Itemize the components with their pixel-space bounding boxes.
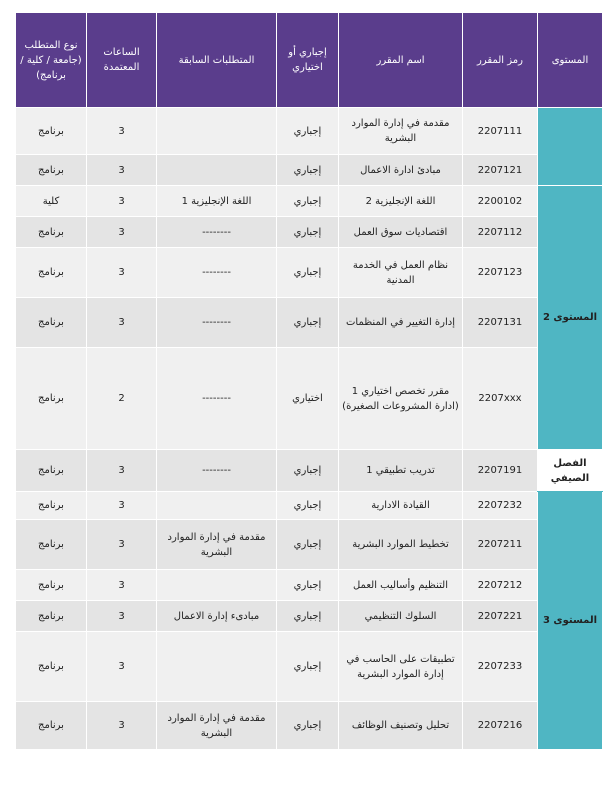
course-code: 2207131: [463, 298, 538, 348]
course-code: 2207121: [463, 155, 538, 186]
col-name-header: اسم المقرر: [339, 13, 463, 108]
course-prereq: مقدمة في إدارة الموارد البشرية: [157, 520, 277, 570]
course-prereq: [157, 108, 277, 155]
course-name: مبادئ ادارة الاعمال: [339, 155, 463, 186]
level-3-cell: المستوى 3: [538, 492, 603, 750]
study-plan-table: [15, 12, 603, 750]
col-kind-header: نوع المتطلب (جامعة / كلية / برنامج): [16, 13, 87, 108]
table-row: [16, 702, 603, 750]
course-name: التنظيم وأساليب العمل: [339, 570, 463, 601]
course-name: نظام العمل في الخدمة المدنية: [339, 248, 463, 298]
level-2-cell: المستوى 2: [538, 186, 603, 450]
course-code: 2207123: [463, 248, 538, 298]
table-row: [16, 298, 603, 348]
course-prereq: [157, 155, 277, 186]
header-row: [16, 13, 603, 108]
course-hours: 3: [87, 186, 157, 217]
course-kind: برنامج: [16, 601, 87, 632]
course-kind: برنامج: [16, 570, 87, 601]
table-row: [16, 155, 603, 186]
course-prereq: --------: [157, 450, 277, 492]
table-row: [16, 601, 603, 632]
course-hours: 3: [87, 492, 157, 520]
course-name: السلوك التنظيمي: [339, 601, 463, 632]
course-hours: 3: [87, 248, 157, 298]
course-code: 2207111: [463, 108, 538, 155]
course-type: إجباري: [277, 702, 339, 750]
course-type: إجباري: [277, 298, 339, 348]
course-type: إجباري: [277, 492, 339, 520]
col-type-header: إجباري أو اختياري: [277, 13, 339, 108]
course-kind: برنامج: [16, 155, 87, 186]
col-hours-header: الساعات المعتمدة: [87, 13, 157, 108]
table-row: [16, 450, 603, 492]
course-kind: برنامج: [16, 520, 87, 570]
course-hours: 2: [87, 348, 157, 450]
course-type: إجباري: [277, 155, 339, 186]
course-name: تحليل وتصنيف الوظائف: [339, 702, 463, 750]
table-row: [16, 348, 603, 450]
table-row: [16, 520, 603, 570]
course-kind: برنامج: [16, 632, 87, 702]
course-hours: 3: [87, 520, 157, 570]
course-prereq: --------: [157, 217, 277, 248]
course-kind: كلية: [16, 186, 87, 217]
course-hours: 3: [87, 601, 157, 632]
course-code: 2207112: [463, 217, 538, 248]
course-kind: برنامج: [16, 108, 87, 155]
course-kind: برنامج: [16, 492, 87, 520]
course-prereq: --------: [157, 298, 277, 348]
course-type: إجباري: [277, 108, 339, 155]
col-prereq-header: المتطلبات السابقة: [157, 13, 277, 108]
course-prereq: [157, 632, 277, 702]
level-1-cell: [538, 108, 603, 186]
course-hours: 3: [87, 217, 157, 248]
course-hours: 3: [87, 570, 157, 601]
course-name: مقرر تخصص اختياري 1 (ادارة المشروعات الصغيرة): [339, 348, 463, 450]
table-row: [16, 248, 603, 298]
course-name: إدارة التغيير في المنظمات: [339, 298, 463, 348]
course-prereq: [157, 570, 277, 601]
course-name: اقتصاديات سوق العمل: [339, 217, 463, 248]
course-kind: برنامج: [16, 248, 87, 298]
table-row: [16, 632, 603, 702]
table-row: [16, 186, 603, 217]
table-row: [16, 217, 603, 248]
course-code: 2207191: [463, 450, 538, 492]
course-code: 2207xxx: [463, 348, 538, 450]
course-type: اختياري: [277, 348, 339, 450]
course-type: إجباري: [277, 520, 339, 570]
course-prereq: اللغة الإنجليزية 1: [157, 186, 277, 217]
course-prereq: مقدمة في إدارة الموارد البشرية: [157, 702, 277, 750]
course-name: اللغة الإنجليزية 2: [339, 186, 463, 217]
summer-term-cell: الفصل الصيفي: [538, 450, 603, 492]
course-prereq: مبادىء إدارة الاعمال: [157, 601, 277, 632]
course-code: 2207232: [463, 492, 538, 520]
course-code: 2207216: [463, 702, 538, 750]
course-hours: 3: [87, 298, 157, 348]
course-kind: برنامج: [16, 217, 87, 248]
course-prereq: --------: [157, 248, 277, 298]
course-code: 2207211: [463, 520, 538, 570]
col-level-header: المستوى: [538, 13, 603, 108]
course-kind: برنامج: [16, 702, 87, 750]
col-code-header: رمز المقرر: [463, 13, 538, 108]
course-name: تطبيقات على الحاسب في إدارة الموارد البشرية: [339, 632, 463, 702]
course-kind: برنامج: [16, 298, 87, 348]
course-prereq: [157, 492, 277, 520]
course-kind: برنامج: [16, 450, 87, 492]
course-prereq: --------: [157, 348, 277, 450]
course-name: القيادة الادارية: [339, 492, 463, 520]
course-code: 2200102: [463, 186, 538, 217]
course-hours: 3: [87, 450, 157, 492]
table-row: [16, 492, 603, 520]
course-hours: 3: [87, 702, 157, 750]
course-hours: 3: [87, 155, 157, 186]
course-type: إجباري: [277, 632, 339, 702]
course-kind: برنامج: [16, 348, 87, 450]
course-type: إجباري: [277, 248, 339, 298]
course-type: إجباري: [277, 570, 339, 601]
course-name: تخطيط الموارد البشرية: [339, 520, 463, 570]
course-type: إجباري: [277, 217, 339, 248]
course-code: 2207233: [463, 632, 538, 702]
table-row: [16, 108, 603, 155]
course-code: 2207221: [463, 601, 538, 632]
course-hours: 3: [87, 632, 157, 702]
course-type: إجباري: [277, 186, 339, 217]
table-row: [16, 570, 603, 601]
course-type: إجباري: [277, 450, 339, 492]
course-type: إجباري: [277, 601, 339, 632]
course-hours: 3: [87, 108, 157, 155]
course-code: 2207212: [463, 570, 538, 601]
course-name: تدريب تطبيقي 1: [339, 450, 463, 492]
course-name: مقدمة في إدارة الموارد البشرية: [339, 108, 463, 155]
